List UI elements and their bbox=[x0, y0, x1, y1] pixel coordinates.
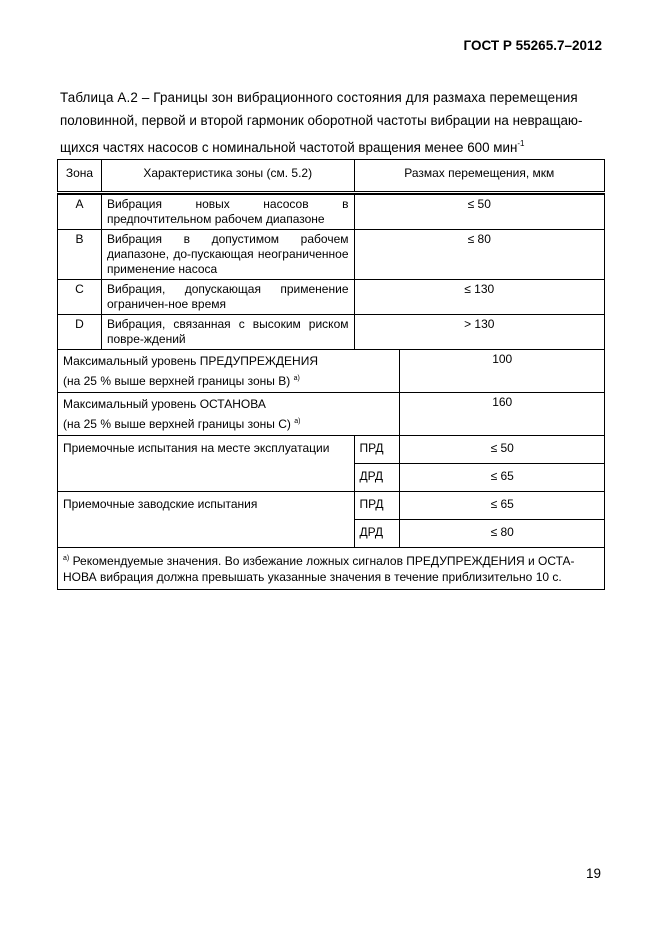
table-footnote bbox=[58, 548, 605, 590]
factory-acceptance-value: ≤ 65 bbox=[400, 492, 605, 520]
footnote-text: Рекомендуемые значения. Во избежание ложных сигналов ПРЕДУПРЕЖДЕНИЯ и ОСТА-НОВА вибрация должна превышать указанные значения в течение приблизительно 10 с. bbox=[63, 554, 575, 584]
table-caption bbox=[60, 86, 605, 159]
warning-footnote-mark: а) bbox=[293, 375, 300, 382]
stop-footnote-mark: а) bbox=[294, 418, 301, 425]
table-header-row bbox=[58, 160, 605, 193]
site-acceptance-value: ≤ 65 bbox=[400, 464, 605, 492]
warning-level-value: 100 bbox=[400, 350, 605, 393]
caption-line-2: половинной, первой и второй гармоник оборотной частоты вибрации на невращаю- bbox=[60, 113, 583, 128]
caption-superscript: -1 bbox=[517, 139, 525, 148]
site-acceptance-label: Приемочные испытания на месте эксплуатации bbox=[58, 436, 355, 492]
stop-level-value: 160 bbox=[400, 393, 605, 436]
zone-description: Вибрация, допускающая применение ограничен-ное время bbox=[101, 280, 354, 315]
warning-level-row bbox=[58, 350, 605, 393]
zone-letter: C bbox=[58, 280, 102, 315]
table-row bbox=[58, 280, 605, 315]
zone-description: Вибрация, связанная с высоким риском повре-ждений bbox=[101, 315, 354, 350]
zone-value: ≤ 50 bbox=[354, 195, 605, 230]
header-zone: Зона bbox=[58, 160, 102, 193]
warning-level-label bbox=[58, 350, 400, 393]
stop-level-row bbox=[58, 393, 605, 436]
zone-letter: D bbox=[58, 315, 102, 350]
stop-line-1: Максимальный уровень ОСТАНОВА bbox=[63, 397, 266, 411]
zone-value: > 130 bbox=[354, 315, 605, 350]
factory-acceptance-value: ≤ 80 bbox=[400, 520, 605, 548]
document-code: ГОСТ Р 55265.7–2012 bbox=[463, 38, 602, 53]
site-acceptance-value: ≤ 50 bbox=[400, 436, 605, 464]
caption-line-3-text: щихся частях насосов с номинальной частотой вращения менее 600 мин bbox=[60, 140, 518, 155]
footnote-mark: а) bbox=[63, 555, 70, 562]
warning-line-2-text: (на 25 % выше верхней границы зоны B) bbox=[63, 374, 291, 388]
warning-line-1: Максимальный уровень ПРЕДУПРЕЖДЕНИЯ bbox=[63, 354, 319, 368]
caption-line-3 bbox=[60, 132, 605, 159]
stop-level-label bbox=[58, 393, 400, 436]
zone-letter: A bbox=[58, 195, 102, 230]
factory-acceptance-row bbox=[58, 492, 605, 520]
table-row bbox=[58, 315, 605, 350]
site-acceptance-type: ДРД bbox=[354, 464, 400, 492]
table-row bbox=[58, 195, 605, 230]
site-acceptance-type: ПРД bbox=[354, 436, 400, 464]
zone-value: ≤ 80 bbox=[354, 230, 605, 280]
zone-description: Вибрация новых насосов в предпочтительном рабочем диапазоне bbox=[101, 195, 354, 230]
stop-line-2-text: (на 25 % выше верхней границы зоны C) bbox=[63, 417, 291, 431]
site-acceptance-row bbox=[58, 436, 605, 464]
zone-description: Вибрация в допустимом рабочем диапазоне, до-пускающая неограниченное применение насоса bbox=[101, 230, 354, 280]
header-characteristic: Характеристика зоны (см. 5.2) bbox=[101, 160, 354, 193]
zone-letter: B bbox=[58, 230, 102, 280]
footnote-row bbox=[58, 548, 605, 590]
header-displacement: Размах перемещения, мкм bbox=[354, 160, 605, 193]
caption-line-1: Таблица А.2 – Границы зон вибрационного состояния для размаха перемещения bbox=[60, 90, 578, 105]
page-number: 19 bbox=[585, 866, 601, 881]
vibration-zones-table bbox=[57, 159, 605, 590]
zone-value: ≤ 130 bbox=[354, 280, 605, 315]
factory-acceptance-type: ДРД bbox=[354, 520, 400, 548]
warning-line-2 bbox=[63, 370, 394, 390]
table-row bbox=[58, 230, 605, 280]
factory-acceptance-type: ПРД bbox=[354, 492, 400, 520]
stop-line-2 bbox=[63, 413, 394, 433]
factory-acceptance-label: Приемочные заводские испытания bbox=[58, 492, 355, 548]
